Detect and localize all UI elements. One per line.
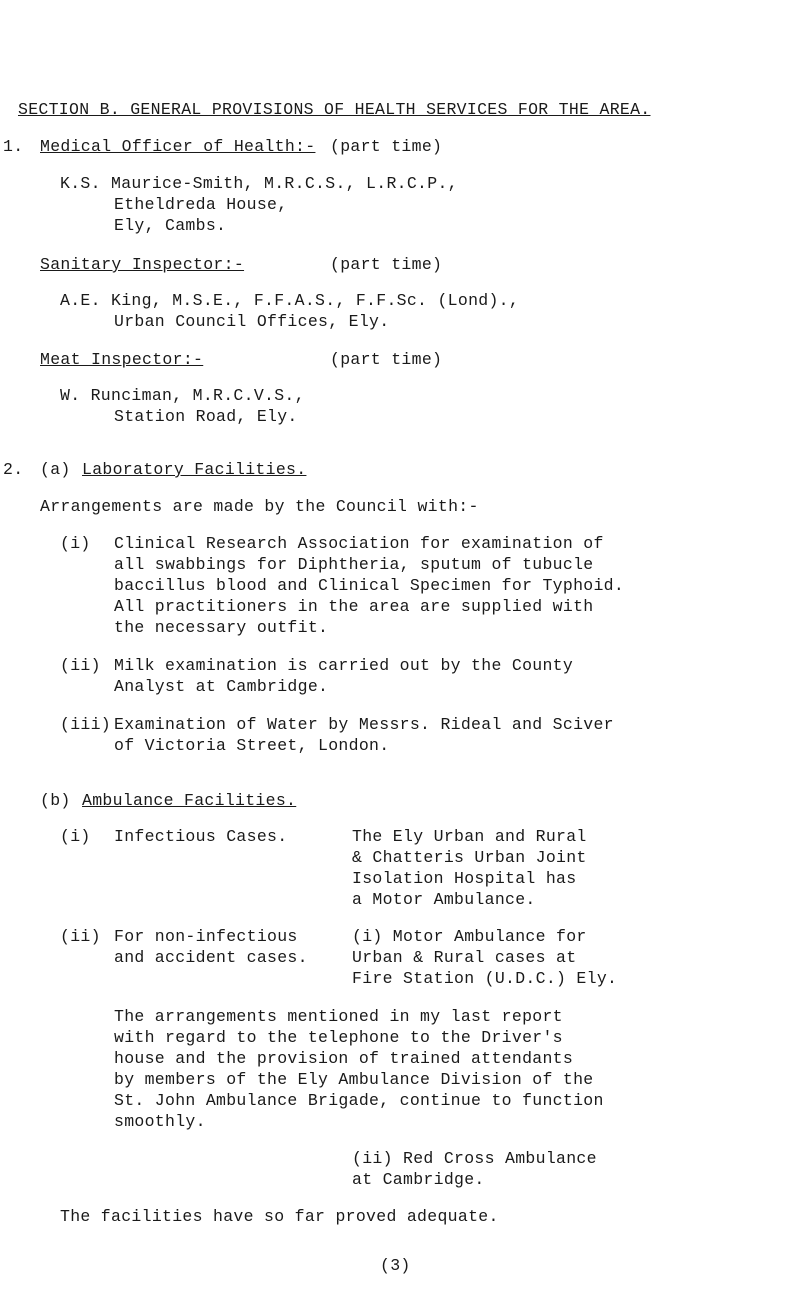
lab-item-1-line: All practitioners in the area are supplied with <box>114 597 594 616</box>
arrangements-intro: Arrangements are made by the Council with:- <box>40 497 479 516</box>
arrangements-para-line: with regard to the telephone to the Driver's <box>114 1028 563 1047</box>
lab-item-2-line: Analyst at Cambridge. <box>114 677 329 696</box>
ambulance-heading: Ambulance Facilities. <box>82 791 297 810</box>
amb-item-1-right: a Motor Ambulance. <box>352 890 536 909</box>
lab-item-3-num: (iii) <box>60 715 112 734</box>
amb-item-2-right: (i) Motor Ambulance for <box>352 927 587 946</box>
amb-item-1-right: & Chatteris Urban Joint <box>352 848 587 867</box>
amb-item-1-num: (i) <box>60 827 91 846</box>
amb-item-2-right: Urban & Rural cases at <box>352 948 577 967</box>
amb-item-2-right: Fire Station (U.D.C.) Ely. <box>352 969 618 988</box>
arrangements-para-line: St. John Ambulance Brigade, continue to function <box>114 1091 604 1110</box>
meat-note: (part time) <box>330 350 443 369</box>
lab-item-1-line: the necessary outfit. <box>114 618 329 637</box>
meat-line-2: Station Road, Ely. <box>114 407 298 426</box>
lab-item-3-line: Examination of Water by Messrs. Rideal and Sciver <box>114 715 614 734</box>
lab-item-1-num: (i) <box>60 534 91 553</box>
arrangements-para-line: house and the provision of trained attendants <box>114 1049 574 1068</box>
amb-item-1-left: Infectious Cases. <box>114 827 288 846</box>
red-cross-line: at Cambridge. <box>352 1170 485 1189</box>
meat-heading: Meat Inspector:- <box>40 350 204 369</box>
meat-line-1: W. Runciman, M.R.C.V.S., <box>60 386 305 405</box>
moh-note: (part time) <box>330 137 443 156</box>
arrangements-para-line: by members of the Ely Ambulance Division of the <box>114 1070 594 1089</box>
lab-heading: Laboratory Facilities. <box>82 460 307 479</box>
amb-item-2-left: and accident cases. <box>114 948 308 967</box>
lab-item-3-line: of Victoria Street, London. <box>114 736 390 755</box>
closing-statement: The facilities have so far proved adequate. <box>60 1207 499 1226</box>
arrangements-para-line: The arrangements mentioned in my last report <box>114 1007 563 1026</box>
sanitary-line-2: Urban Council Offices, Ely. <box>114 312 390 331</box>
moh-line-2: Etheldreda House, <box>114 195 288 214</box>
lab-item-2-line: Milk examination is carried out by the County <box>114 656 574 675</box>
lab-item-1-line: Clinical Research Association for examination of <box>114 534 604 553</box>
lab-item-1-line: baccillus blood and Clinical Specimen for Typhoid. <box>114 576 625 595</box>
lab-item-2-num: (ii) <box>60 656 101 675</box>
amb-item-1-right: Isolation Hospital has <box>352 869 577 888</box>
ambulance-label: (b) <box>40 791 71 810</box>
sanitary-note: (part time) <box>330 255 443 274</box>
moh-line-3: Ely, Cambs. <box>114 216 227 235</box>
lab-item-1-line: all swabbings for Diphtheria, sputum of tubucle <box>114 555 594 574</box>
page-number: (3) <box>380 1256 411 1275</box>
sanitary-line-1: A.E. King, M.S.E., F.F.A.S., F.F.Sc. (Lond)., <box>60 291 520 310</box>
sanitary-heading: Sanitary Inspector:- <box>40 255 245 274</box>
lab-label: (a) <box>40 460 71 479</box>
red-cross-line: (ii) Red Cross Ambulance <box>352 1149 597 1168</box>
amb-item-2-num: (ii) <box>60 927 101 946</box>
section-title: SECTION B. GENERAL PROVISIONS OF HEALTH SERVICES FOR THE AREA. <box>18 100 651 119</box>
item-1-number: 1. <box>3 137 24 156</box>
item-2-number: 2. <box>3 460 24 479</box>
amb-item-1-right: The Ely Urban and Rural <box>352 827 587 846</box>
moh-heading: Medical Officer of Health:- <box>40 137 316 156</box>
moh-line-1: K.S. Maurice-Smith, M.R.C.S., L.R.C.P., <box>60 174 458 193</box>
arrangements-para-line: smoothly. <box>114 1112 206 1131</box>
amb-item-2-left: For non-infectious <box>114 927 298 946</box>
